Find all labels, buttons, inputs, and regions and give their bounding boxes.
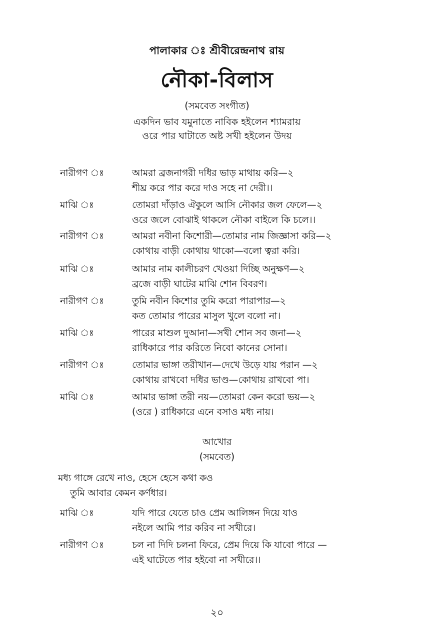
verse-line: আমরা নবীনা কিশোরী—তোমার নাম জিজ্ঞাসা করি—২ — [132, 231, 332, 242]
verse-line: শীঘ্র করে পার করে দাও সহে না দেরী।। — [132, 183, 273, 194]
verse-line: তোমার ভাঙ্গা তরীখান—দেখে উড়ে যায় পরান —২ — [132, 360, 318, 371]
verse-line: (ওরে ) রাধিকারে এনে বসাও মধ্য নায়। — [132, 407, 274, 418]
verse-line: কোথায় রাখবো দধির ভাণ্ড—কোথায় রাখবো পা। — [132, 375, 310, 386]
verse-line: চল না দিদি চলনা ফিরে, প্রেম দিয়ে কি যাবো পারে — — [132, 540, 327, 551]
verse-line: নইলে আমি পার করিব না সখীরে। — [132, 523, 256, 534]
verse-line: রাধিকারে পার করিতে নিবো কানের সোনা। — [132, 343, 288, 354]
speaker-label: নারীগণ ঃ — [60, 540, 104, 551]
subtitle: (সমবেত সংগীত) — [184, 101, 250, 112]
verse-line: তোমরা দাঁড়াও ঐকুলে আসি নৌকার জল ফেলে—২ — [132, 200, 323, 211]
verse-line: পারের মাশুল দুআনা—সখী শোন সব জনা—২ — [132, 328, 302, 339]
speaker-label: মাঝি ঃ — [60, 392, 94, 403]
verse-line: কোথায় বাড়ী কোথায় থাকো—বলো ত্বরা করি। — [132, 246, 300, 257]
verse-line: কত তোমার পারের মাসুল খুলে বলো না। — [132, 311, 281, 322]
verse-line: মধ্য গাঙ্গে রেখে নাও, হেসে হেসে কথা কও — [58, 473, 213, 484]
verse-line: ব্রজে বাড়ী ঘাটের মাঝি শোন বিবরণ। — [132, 279, 268, 290]
author-line: পালাকার ঃ শ্রীবীরেন্দ্রনাথ রায় — [149, 45, 285, 57]
speaker-label: নারীগণ ঃ — [60, 231, 104, 242]
speaker-label: নারীগণ ঃ — [60, 360, 104, 371]
verse-line: যদি পারে যেতে চাও প্রেম আলিঙ্গন দিয়ে যাও — [132, 508, 298, 519]
speaker-label: মাঝি ঃ — [60, 264, 94, 275]
speaker-label: মাঝি ঃ — [60, 200, 94, 211]
verse-line: ওরে জলে বোঝাই থাকলে নৌকা বাইলে কি চলে।। — [132, 215, 316, 226]
speaker-label: নারীগণ ঃ — [60, 296, 104, 307]
verse-line: এই ঘাটেতে পার হইবো না সখীরে।। — [132, 555, 261, 566]
chorus-line — [70, 486, 167, 501]
intro-line: ওরে পার ঘাটাতে অষ্ট সখী হইলেন উদয় — [142, 131, 292, 142]
speaker-label: নারীগণ ঃ — [60, 168, 104, 179]
verse-line: আমার ভাঙ্গা তরী নয়—তোমরা কেন করো ভয়—২ — [132, 392, 316, 403]
page-title: নৌকা-বিলাস — [160, 68, 274, 92]
verse-line: তুমি নবীন কিশোর তুমি করো পারাপার—২ — [132, 296, 286, 307]
verse-line: আমার নাম কালীচরণ খেওয়া দিচ্ছি অনুক্ষণ—২ — [132, 264, 305, 275]
section-heading: আখোর — [202, 437, 232, 448]
speaker-label: মাঝি ঃ — [60, 328, 94, 339]
verse-line: আমরা ব্রজনাগরী দধির ভাড় মাথায় করি—২ — [132, 168, 294, 179]
page-number: ২০ — [210, 608, 224, 619]
intro-line: একদিন ভাব যমুনাতে নাবিক হইলেন শ্যামরায় — [133, 117, 301, 128]
speaker-label: মাঝি ঃ — [60, 508, 94, 519]
section-subheading: (সমবেত) — [199, 452, 235, 463]
verse-line: তুমি আবার কেমন কর্ণধার। — [70, 488, 167, 499]
chorus-line — [58, 471, 213, 486]
